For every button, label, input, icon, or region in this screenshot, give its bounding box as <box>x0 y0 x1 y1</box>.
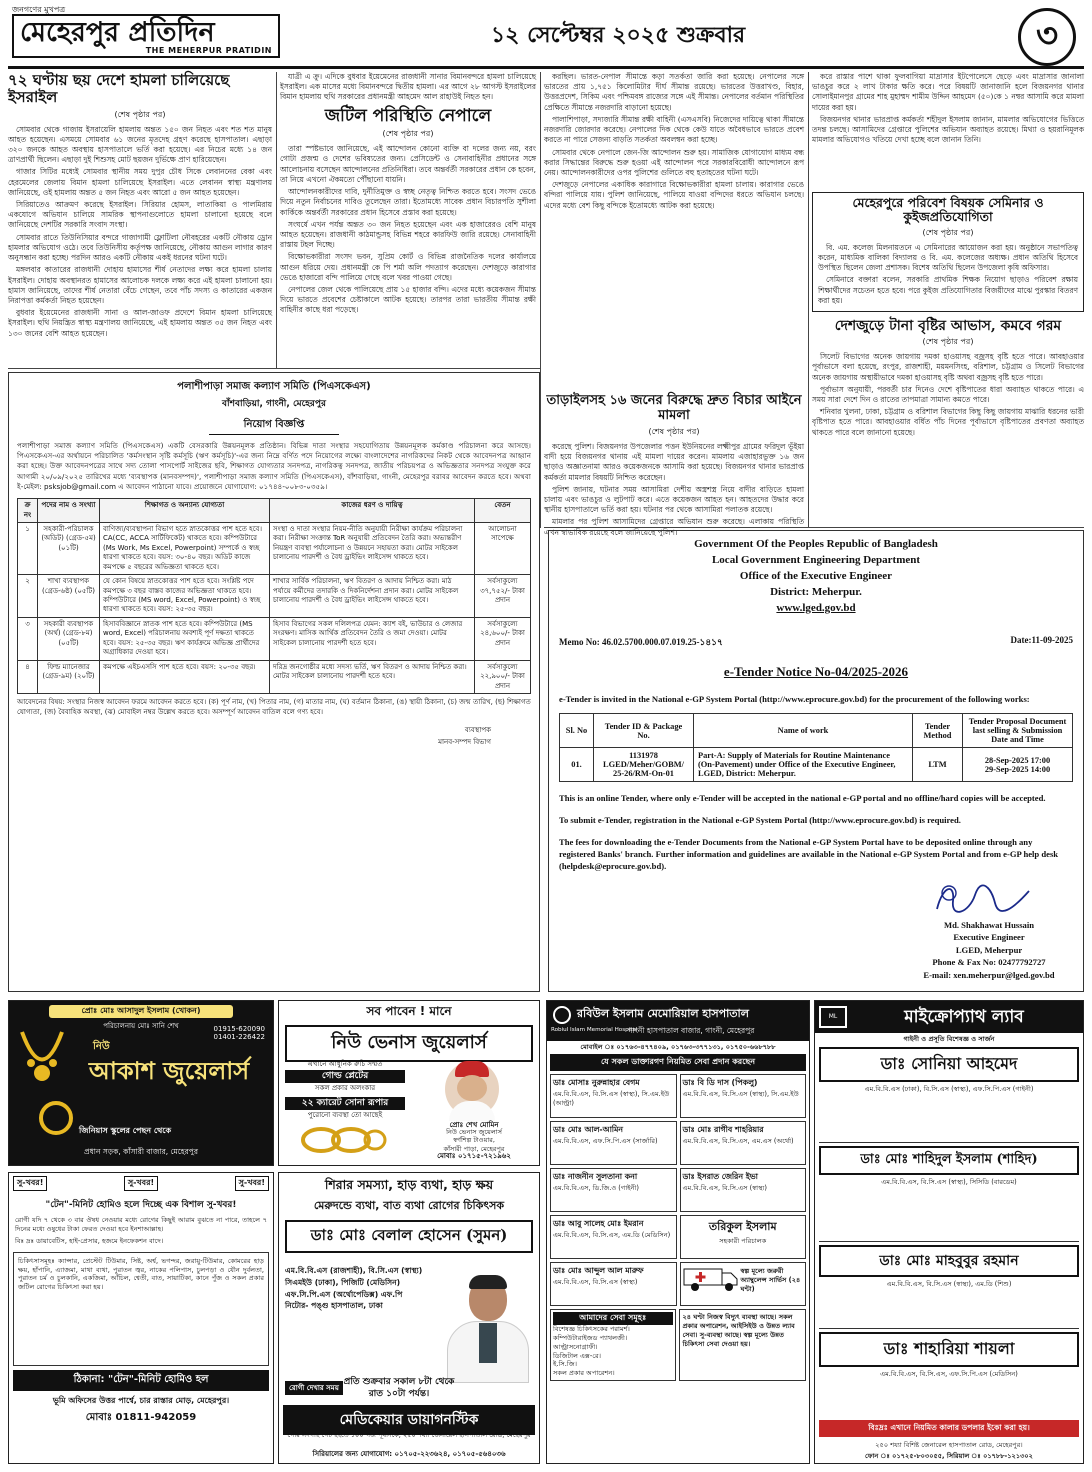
article-nepal <box>280 72 536 366</box>
table-header: শিক্ষাগত ও অন্যান্য যোগ্যতা <box>100 499 270 523</box>
notice-address: বাঁশবাড়িয়া, গাংনী, মেহেরপুর <box>222 399 326 409</box>
doctor-card <box>680 1121 807 1165</box>
service-item: আল্ট্রাসনোগ্রাফী। <box>553 1342 598 1351</box>
service-item: সকল প্রকার অপারেশন। <box>553 1369 615 1378</box>
table-row <box>18 617 531 660</box>
row-number: ৩ <box>18 617 38 660</box>
tender-issuer <box>559 537 1073 617</box>
newspaper-logo <box>12 14 280 58</box>
table-header: Name of work <box>694 714 913 748</box>
article-continued-label: (শেষ পৃষ্ঠার পর) <box>114 109 166 119</box>
hospital-services <box>547 1309 809 1381</box>
signatory-title: Executive Engineer <box>953 932 1025 943</box>
lab-doctor-block <box>819 1146 1079 1242</box>
tender-intro: e-Tender is invited in the National e-GP System Portal (http://www.eprocure.gov.bd) for the procurement of the following works: <box>559 693 1030 704</box>
table-header-row <box>18 499 531 523</box>
article-headline: মেহেরপুরে পরিবেশ বিষয়ক সেমিনার ও কুইজপ্রতিযোগিতা <box>852 195 1044 225</box>
notice-body: পলাশীপাড়া সমাজ কল্যাণ সমিতি (পিএসকেএস) একটি বেসরকারি উন্নয়নমূলক প্রতিষ্ঠান। বিভিন্ন দাতা সংস্থার সহযোগিতায় উন্নয়নমূলক কর্মকাণ্ড পরিচালনা করে আসছে। পিএসকেএস-এর অর্থায়নে পরিচালিত 'কর্মসংস্থান সৃষ্টি কর্মসূচি (ঋণ কর্মসূচি)'-এর জন্য নিম্নে বর্ণিত পদে নিয়োগের লক্ষ্যে বাংলাদেশের নাগরিকদের নিকট থেকে আবেদনপত্র আহ্বান করা হচ্ছে। উক্ত আবেদনপত্রের সাথে সদ্য তোলা পাসপোর্ট সাইজের ছবি, শিক্ষাগত যোগ্যতার সনদপত্র, নাগরিকত্ব সনদপত্র, জাতীয় পরিচয়পত্র ও অভিজ্ঞতার সনদপত্র সংযুক্ত করে আগামী ২০/০৯/২০২৫ তারিখের মধ্যে 'ব্যবস্থাপক (মানবসম্পদ)', পলাশীপাড়া সমাজ কল্যাণ সমিতি (পিএসকেএস), বাঁশবাড়িয়া, গাংনী, মেহেরপুর বরাবর আবেদন করতে হবে। অথবা ই-মেইল: psksjob@gmail.com এ আবেদন পাঠানো যাবে। প্রয়োজনে যোগাযোগ: ০১৭৪৪-০০৮৩-০৩৫৯। <box>17 441 531 491</box>
tender-work-name: Part-A: Supply of Materials for Routine Maintenance (On-Pavement) under Office of the Executive Engineer, LGED, District: Meherpur. <box>694 748 913 782</box>
section-divider <box>8 368 540 369</box>
post-salary: সর্বসাকুল্যে ৩৭,৭৫২/- টাকা প্রদান <box>475 575 531 618</box>
doctor-photo-avatar <box>443 1273 533 1383</box>
table-row <box>18 660 531 693</box>
notice-signature: ব্যবস্থাপক মানব-সম্পদ বিভাগ <box>438 725 491 746</box>
doctor-degrees: এম.বি.বি.এস, বি.সি.এস (স্বাস্থ্য), সি.এম.ইউ <box>682 1089 799 1098</box>
director-title: সহকারী পরিচালক <box>719 1236 767 1245</box>
doctor-degrees: এম.বি.বি.এস, বি.সি.এস, এম.ডি (মেডিসিন) <box>553 1230 671 1239</box>
emergency-note: ২৪ ঘণ্টা নিজস্ব বিদ্যুৎ ব্যবস্থা আছে। সকল প্রকার অপারেশন, আইসিইউ ও উন্নত ল্যাব সেবা। সু-ব্যবস্থা আছে। স্বল্প মূল্যে উন্নত চিকিৎসা সেবা দেওয়া হয়। <box>679 1309 807 1381</box>
table-row <box>18 522 531 574</box>
notice-footer: আবেদনের বিষয়: সংস্থার নিজস্ব আবেদন ফরমে আবেদন করতে হবে। (ক) পূর্ণ নাম, (খ) পিতার নাম, (গ) মাতার নাম, (ঘ) বর্তমান ঠিকানা, (ঙ) স্থায়ী ঠিকানা, (চ) জন্ম তারিখ, (ছ) শিক্ষাগত যোগ্যতা, (জ) বৈবাহিক অবস্থা, (ঝ) মোবাইল নম্বর উল্লেখ করতে হবে। অসম্পূর্ণ আবেদন বাতিল বলে গণ্য হবে। <box>17 697 531 716</box>
ad-offer-line: ২২ ক্যারেট সোনা রূপার <box>285 1097 405 1111</box>
ad-address-1: জিনিয়াস স্কুলের পেছন থেকে <box>79 1126 172 1135</box>
table-header: Sl. No <box>560 714 594 748</box>
ad-phone: মোবাঃ 01811-942059 <box>85 1411 197 1423</box>
article-headline: তাড়াইলসহ ১৬ জনের বিরুদ্ধে দ্রুত বিচার আইনে মামলা <box>546 393 802 423</box>
lab-specialty: গাইনী ও প্রসূতি বিশেষজ্ঞ ও সার্জন <box>903 1035 995 1043</box>
article-paragraph: দেশজুড়ে নেপালের একাধিক কারাগারে বিক্ষোভকারীরা হামলা চালায়। কারাগার ভেঙে বন্দিরা পালিয়ে যায়। পুলিশ জানিয়েছে, পালিয়ে যাওয়া বন্দিদের ধরতে অভিযান চলছে। এদের মধ্যে বেশ কিছু বন্দিকে ইতোমধ্যে আটক করা হয়েছে। <box>544 180 804 210</box>
column-divider <box>540 72 541 528</box>
tender-id: 1131978 LGED/Meher/GOBM/ 25-26/RM-On-01 <box>594 748 694 782</box>
article-paragraph: করছিল। ভারত-নেপাল সীমান্তে কড়া সতর্কতা জারি করা হয়েছে। নেপালের সঙ্গে ভারতের প্রায় ১,৭৫১ কিলোমিটার দীর্ঘ সীমান্ত রয়েছে। ভারতের উত্তরাখণ্ড, বিহার, উত্তরপ্রদেশ, সিকিম এবং পশ্চিমবঙ্গ রাজ্যের সঙ্গে এই সীমান্ত। নেপালের বর্তমান পরিস্থিতির প্রেক্ষিতে সীমান্তে নজরদারি বাড়ানো হয়েছে। <box>544 72 804 112</box>
post-salary: সর্বসাকুল্যে ২২,৯০০/- টাকা প্রদান <box>475 660 531 693</box>
column-divider <box>276 72 277 368</box>
hospital-logo-icon <box>553 1006 571 1024</box>
services-title: আমাদের সেবা সমূহঃ <box>553 1312 673 1325</box>
article-paragraph: বিক্ষোভকারীরা সংসদ ভবন, সুপ্রিম কোর্ট ও বিভিন্ন রাজনৈতিক দলের কার্যালয়ে আগুন ধরিয়ে দেয়। প্রধানমন্ত্রী কে পি শর্মা অলি পদত্যাগ করেছেন। দেশজুড়ে কারাগার ভেঙে হাজারো বন্দি পালিয়ে গেছে বলে খবর পাওয়া গেছে। <box>280 252 536 282</box>
signatory-office: LGED, Meherpur <box>955 944 1023 955</box>
post-duty: দরিদ্র জনগোষ্ঠীর মধ্যে সদস্য ভর্তি, ঋণ বিতরণ ও আদায় নিশ্চিত করা। মোটর সাইকেল চালানোয় পারদর্শী হতে হবে। <box>270 660 475 693</box>
article-paragraph: করে রাস্তার পাশে থাকা ফুলবাগিয়া মাদ্রাসার ইটপোলেসে ছেড়ে এবং মাদ্রাসার জানালা ভাঙচুর করে ২ লাখ টাকার ক্ষতি করে। পরে বিষয়টি জানাজানি হলে বিজয়নগর থানার সোলাইমানপুর গ্রামের শাহ মুহাম্মদ শামীম উদ্দিন আহমেদ (৫০)কে ১ নম্বর আসামি করে মামলা দায়ের করা হয়। <box>812 72 1084 112</box>
row-number: ২ <box>18 575 38 618</box>
diagnostic-address: গৌর ঈদগাহ গেট হইতে ১০০ গজ পূর্বদিকে, ২৫০ শয্যা জেনারেল হাসপাতাল রোড, মেহেরপুর <box>287 1431 531 1439</box>
ad-manager: পরিচালনায় মোঃ সানি শেখ <box>103 1022 179 1030</box>
post-name: সহকারী ব্যবস্থাপক (অর্থ) (গ্রেড-৮ম) (০৫টি) <box>38 617 100 660</box>
lab-name: মাইক্রোপ্যাথ ল্যাব <box>904 1007 1024 1027</box>
ad-top-line: মেরুদন্ডে ব্যথা, বাত ব্যথা রোগের চিকিৎসক <box>313 1199 505 1212</box>
ad-tag: নিউ <box>93 1041 110 1052</box>
ad-news-label: সু-খবর! <box>124 1176 158 1191</box>
doctor-degrees: এম.বি.বি.এস, এফ.সি.পি.এস (সার্জারি) <box>553 1136 658 1145</box>
article-headline: ৭২ ঘণ্টায় ছয় দেশে হামলা চালিয়েছে ইসরাইল <box>8 71 230 107</box>
ad-micropath-lab <box>814 1000 1084 1464</box>
ad-news-label: সু-খবর! <box>13 1176 47 1191</box>
doctor-name: ডাঃ ইসরাত জেরিন ইভা <box>682 1171 758 1181</box>
page-number: ৩ <box>1018 8 1076 66</box>
doctor-degrees: এম.বি.বি.এস, বি.সি.এস, এফ.সি.পি.এস (মেডিসিন) <box>880 1369 1018 1378</box>
tender-title: e-Tender Notice No-04/2025-2026 <box>723 663 909 679</box>
ad-top-line: সব পাবেন ! মানে <box>366 1004 452 1018</box>
doctor-name: ডাঃ মোঃ মাহবুবুর রহমান <box>819 1245 1079 1277</box>
tender-memo-row <box>559 635 1073 650</box>
ad-news-label: সু-খবর! <box>235 1176 269 1191</box>
tender-submission-date: 29-Sep-2025 14:00 <box>984 764 1051 774</box>
ad-news-row <box>9 1173 273 1191</box>
article-paragraph: সংঘর্ষে এখন পর্যন্ত অন্তত ৩০ জন নিহত হয়েছেন এবং এক হাজারেরও বেশি মানুষ আহত হয়েছেন। রাজধানী কাঠমান্ডুসহ বিভিন্ন শহরে কারফিউ জারি রয়েছে। সেনাবাহিনী রাস্তায় টহল দিচ্ছে। <box>280 219 536 250</box>
article-madrasa <box>812 72 1084 190</box>
ambulance-icon <box>683 1265 739 1293</box>
table-header: পদের নাম ও সংখ্যা <box>38 499 100 523</box>
hospital-doctors-banner: যে সকল ডাক্তারগণ নিয়মিত সেবা প্রদান করছেন <box>550 1054 806 1071</box>
signatory-phone: Phone & Fax No: 02477792727 <box>932 957 1046 968</box>
ad-ten-minute-homeo <box>8 1172 274 1464</box>
doctor-card <box>550 1215 677 1259</box>
article-paragraph: পুলিশ জানায়, ঘটনার সময় আসামিরা দেশীয় অস্ত্রশস্ত্র নিয়ে বাদীর বাড়িতে হামলা চালায় এবং ভাঙচুর ও লুটপাট করে। এতে কয়েকজন আহত হন। আহতদের উদ্ধার করে স্থানীয় হাসপাতালে ভর্তি করা হয়। ঘটনার পর থেকে আসামিরা পলাতক রয়েছে। <box>544 484 804 515</box>
article-paragraph: বুধবার ইয়েমেনের রাজধানী সানা ও আল-জাওফ প্রদেশে বিমান হামলা চালিয়েছে ইসরাইল। হুথি নিয়ন্ত্রিত স্বাস্থ্য মন্ত্রণালয় জানিয়েছে, এই হামলায় অন্তত ৩৫ জন নিহত এবং ১৩০ জনের বেশি আহত হয়েছেন। <box>8 308 272 338</box>
tender-memo-number: Memo No: 46.02.5700.000.07.019.25-১৪১৭ <box>559 636 723 647</box>
doctor-degrees: এম.বি.বি.এস (রাজশাহী), বি.সি.এস (স্বাস্থ্য) সিএমইউ (ঢাকা), পিজিটি (মেডিসিন) এফ.সি.পি.এস (অর্থোপেডিক্স) এফ.পি নিটোর- পঙ্গু হাসপাতাল, ঢাকা <box>285 1266 423 1311</box>
notice-table <box>17 498 531 694</box>
hospital-header <box>547 1001 809 1041</box>
doctor-degrees: এম.বি.বি.এস, বি.সি.এস (স্বাস্থ্য), সিসিডি (বারডেম) <box>881 1177 1017 1186</box>
signatory-email[interactable]: E-mail: xen.meherpur@lged.gov.bd <box>923 969 1055 980</box>
ad-dr-belal-hossain <box>278 1172 540 1464</box>
doctor-name: ডাঃ সোনিয়া আহমেদ <box>819 1047 1079 1082</box>
doctor-degrees: এম.বি.বি.এস, ডি.জি.ও (গাইনী) <box>553 1183 639 1192</box>
diagnostic-center-name: মেডিকেয়ার ডায়াগনস্টিক <box>283 1405 535 1435</box>
ad-new-venus-jewellers <box>278 1000 540 1166</box>
service-item: ই.সি.জি। <box>553 1360 578 1369</box>
doctor-name: ডাঃ আবু সালেহ মোঃ ইমরান <box>553 1218 644 1228</box>
lab-doctor-block <box>819 1245 1079 1329</box>
article-paragraph: নেপালের জেল থেকে পালিয়েছে প্রায় ১৫ হাজার বন্দি। এদের মধ্যে কয়েকজন সীমান্ত দিয়ে ভারতে প্রবেশের চেষ্টাকালে আটক হয়েছে। তারপর তারা ভারতীয় সীমান্ত রক্ষী বাহিনীর কাছে ধরা পড়েছে। <box>280 285 536 315</box>
doctor-name: ডাঃ শাহারিয়া শায়লা <box>819 1332 1079 1367</box>
ad-phone: মোবাঃ ০১৭১৫-৭২১৯৬২ <box>437 1152 511 1160</box>
necklace-icon <box>17 1027 67 1097</box>
service-item: ডিজিটাল এক্স-রে। <box>553 1351 601 1360</box>
tender-selling-date: 28-Sep-2025 17:00 <box>984 755 1051 765</box>
doctor-name: ডাঃ নাজনীন সুলতানা কনা <box>553 1171 638 1181</box>
hospital-english-name: Robiul Islam Memorial Hospital <box>551 1027 638 1033</box>
table-header: কাজের ধরণ ও দায়িত্ব <box>270 499 475 523</box>
ad-offer-line: সকল প্রকার অলংকার <box>314 1084 376 1092</box>
doctor-name: ডাঃ বি ডি দাস (পিকলু) <box>682 1077 758 1087</box>
ad-offer-line: গোল্ড প্লেটের <box>285 1070 405 1084</box>
diagnostic-phone: সিরিয়ালের জন্য যোগাযোগ: ০১৭০৫-২২৩৬২৪, ০১৭০৫-৫৬৪০৩৬ <box>312 1450 506 1458</box>
notice-title: নিয়োগ বিজ্ঞপ্তি <box>209 417 339 435</box>
ad-akash-jewellers <box>8 1000 274 1166</box>
lab-logo-icon: ML <box>819 1006 847 1028</box>
director-card <box>680 1215 807 1259</box>
services-box <box>550 1309 676 1381</box>
table-header: ক্র নং <box>18 499 38 523</box>
ad-robiul-islam-hospital <box>546 1000 810 1464</box>
lab-address: ২৫০ শয্যা বিশিষ্ট জেনারেল হাসপাতাল রোড, মেহেরপুর। <box>875 1441 1023 1450</box>
section-divider <box>544 527 1084 528</box>
article-body <box>812 72 1084 146</box>
article-paragraph: সোমবার রাতে তিউনিসিয়ার বন্দরে গাজাগামী ফ্লোটিলা নৌবহরের একটি নৌকায় ড্রোন হামলার অভিযোগ ওঠে। তবে তিউনিসীয় কর্তৃপক্ষ জানিয়েছে, নৌকায় আগুন লাগার কারণ অনুসন্ধান করা হচ্ছে। পরদিন আরও একটি নৌকায় একই ধরনের ঘটনা ঘটে। <box>8 232 272 263</box>
service-item: বিশেষজ্ঞ চিকিৎসকের পরামর্শ। <box>553 1324 630 1333</box>
masthead-rule <box>8 66 1084 69</box>
post-duty: শাখার সার্বিক পরিচালনা, ঋণ বিতরণ ও আদায় নিশ্চিত করা। মাঠ পর্যায়ে কর্মীদের তদারকি ও দিকনির্দেশনা প্রদান করা। মোটর সাইকেল চালানোয় পারদর্শী ও বৈধ ড্রাইভিং লাইসেন্স থাকতে হবে। <box>270 575 475 618</box>
article-headline: দেশজুড়ে টানা বৃষ্টির আভাস, কমবে গরম <box>834 318 1062 334</box>
table-header: বেতন <box>475 499 531 523</box>
article-tangail-case <box>544 393 804 537</box>
article-paragraph: সোমবার থেকে নেপালে জেন-জি আন্দোলন শুরু হয়। সামাজিক যোগাযোগ মাধ্যম বন্ধ করার সিদ্ধান্তের বিরুদ্ধে শুরু হওয়া এই আন্দোলন পরে সরকারবিরোধী আন্দোলনে রূপ নেয়। আন্দোলনকারীদের ওপর পুলিশের গুলিতে বহু হতাহতের ঘটনা ঘটে। <box>544 147 804 177</box>
lab-phone: ফোন ঃ ০১৭২৫-৮০৩০৫৫, সিরিয়াল ঃ ০১৭৮৮-১২১৩০২ <box>865 1452 1033 1461</box>
article-paragraph: সেমিনারে বক্তারা বলেন, সরকারি প্রাথমিক শিক্ষক নিয়োগ ছাড়াও পরিবেশ রক্ষায় শিক্ষার্থীদের সচেতন হতে হবে। পরে কুইজ প্রতিযোগিতার বিজয়ীদের মাঝে পুরস্কার বিতরণ করা হয়। <box>818 275 1078 305</box>
ad-owner: প্রোঃ মোঃ আসাদুল ইসলাম (খোকন) <box>49 1005 233 1018</box>
article-continued-label: (শেষ পৃষ্ঠার পর) <box>922 227 974 237</box>
consult-time-label: রোগী দেখার সময় <box>285 1381 343 1395</box>
hospital-phones: মোবাইল ঃ ০১৭৬৩-৪৭৭৪০৯, ০১৭৬৩-৩৭৭১৩১, ০১৭৫০-৬৬৮৭৮৮ <box>580 1043 776 1051</box>
article-headline: জটিল পরিস্থিতি নেপালে <box>324 105 492 126</box>
article-paragraph: পূর্বাভাস অনুযায়ী, পরবর্তী চার দিনেও দেশে বৃষ্টিপাতের ধারা অব্যাহত থাকতে পারে। এ সময় সারা দেশে দিন ও রাতের তাপমাত্রা সামান্য কমতে পারে। <box>812 384 1084 404</box>
post-qualification: হিসাববিজ্ঞানে স্নাতক পাশ হতে হবে। কম্পিউটারে (MS word, Excel) পরিচালনায় অবশ্যই পূর্ণ দক্ষতা থাকতে হবে। বয়স: ২৫-৩৫ বছর। ঋণ কার্যক্রমে অভিজ্ঞ প্রার্থীদের অগ্রাধিকার দেওয়া হবে। <box>100 617 270 660</box>
tender-serial: 01. <box>560 748 594 782</box>
table-header: Tender ID & Package No. <box>594 714 694 748</box>
ad-address: ভূমি অফিসের উত্তর পার্শ্বে, চার রাস্তার মোড়, মেহেরপুর। <box>52 1395 230 1405</box>
masthead-slogan: জনগণের মুখপত্র <box>12 5 66 14</box>
tender-method: LTM <box>913 748 963 782</box>
post-salary: আলোচনা সাপেক্ষে <box>475 522 531 574</box>
notice-organization: পলাশীপাড়া সমাজ কল্যাণ সমিতি (পিএসকেএস) <box>177 381 371 392</box>
ad-offer-line: পুরোনো ব্যবস্থা তো আছেই <box>307 1111 383 1119</box>
ad-address-label: ঠিকানা: "টেন"-মিনিট হোমিও হল <box>13 1370 269 1391</box>
tender-date: Date:11-09-2025 <box>1010 634 1073 645</box>
article-paragraph: তারা স্পষ্টভাবে জানিয়েছে, এই আন্দোলন কোনো ব্যক্তি বা দলের জন্য নয়, বরং গোটা প্রজন্ম ও দেশের ভবিষ্যতের জন্য। প্রেসিডেন্ট ও সেনাবাহিনীর প্রধানের সঙ্গে আলোচনায় বসেছেন আন্দোলনের প্রতিনিধিরা। তবে অন্তর্বর্তী সরকারের প্রধান কে হবেন, তা নিয়ে এখনো ঐকমত্যে পৌঁছানো যায়নি। <box>280 144 536 184</box>
column-divider <box>808 72 809 528</box>
tender-issuer-line: District: Meherpur. <box>770 585 862 598</box>
article-paragraph: পালাশিপাড়া, সদ্যজারি সীমান্ত রক্ষী বাহিনী (এসএসবি) নিজেদের দায়িত্বে থাকা সীমান্তে নজরদারি জোরদার করেছে। নেপালের দিক থেকে কেউ যাতে অবৈধভাবে ভারতে প্রবেশ করতে না পারে সেজন্য বাড়তি সতর্কতা অবলম্বন করা হচ্ছে। <box>544 114 804 145</box>
post-name: ফিল্ড ম্যানেজার (গ্রেড-৯ম) (২০টি) <box>38 660 100 693</box>
lab-doctor-block <box>819 1047 1079 1143</box>
article-body-top <box>280 72 536 103</box>
post-qualification: যে কোন বিষয়ে স্নাতকোত্তর পাশ হতে হবে। সংশ্লিষ্ট পদে কমপক্ষে ৩ বছর বাস্তব কাজের অভিজ্ঞতা থাকতে হবে। কম্পিউটারে (MS word, Excel, Powerpoint) ও স্বচ্ছ ধারণা থাকতে হবে। বয়স: ২৫-৩৫ বছর। <box>100 575 270 618</box>
article-continued-label: (শেষ পৃষ্ঠার পর) <box>382 129 434 139</box>
doctor-name: ডাঃ মোঃ আল-আমিন <box>553 1124 623 1134</box>
masthead <box>8 4 1084 66</box>
article-body <box>8 125 272 339</box>
tender-issuer-line: Office of the Executive Engineer <box>739 569 893 582</box>
ad-headline: "টেন"-মিনিট হোমিও হলে দিচ্ছে এক বিশাল সু-খবর! <box>45 1200 237 1210</box>
post-qualification: কমপক্ষে এইচএসসি পাশ হতে হবে। বয়স: ২০-৩৫ বছর। <box>100 660 270 693</box>
article-paragraph: বি. এম. কলেজ মিলনায়তনে এ সেমিনারের আয়োজন করা হয়। অনুষ্ঠানে সভাপতিত্ব করেন, মাধ্যমিক বালিকা বিদ্যালয় ও বি. এম. কলেজের অধ্যক্ষ। প্রধান অতিথি হিসেবে উপস্থিত ছিলেন জেলা প্রশাসক। বিশেষ অতিথি ছিলেন উপজেলা কৃষি অফিসার। <box>818 242 1078 273</box>
article-paragraph: গাজার সিটির মধ্যেই সোমবার স্থানীয় সময় দুপুর চৌধ সিকে লেবাননের বেকা এবং হেরমেলের জেলায় বিমান হামলা চালিয়েছে ইসরাইল। এতে লেবানন স্বাস্থ্য মন্ত্রণালয় জানিয়েছে, ওই হামলায় অন্তত ৫ জন নিহত এবং আরো ৫ জন আহত হয়েছেন। <box>8 167 272 197</box>
article-paragraph: মামলার পর পুলিশ আসামিদের গ্রেপ্তারে অভিযান শুরু করেছে। এলাকায় পরিস্থিতি এখন স্বাভাবিক রয়েছে বলে জানিয়েছে পুলিশ। <box>544 517 804 537</box>
ad-phones: 01915-620090 01401-226422 <box>213 1025 265 1041</box>
doctor-card <box>680 1168 807 1212</box>
article-paragraph: করেছে পুলিশ। বিজয়নগর উপজেলার পত্তন ইউনিয়নের লক্ষ্মীপুর গ্রামের ফরিদুল ভূঁইয়া বাদী হয়ে বিজয়নগর থানায় এই মামলা দায়ের করেন। মামলায় এজাহারভুক্ত ১৬ জন ছাড়াও অজ্ঞাতনামা আরও কয়েকজনকে আসামি করা হয়েছে। বিজয়নগর থানার ভারপ্রাপ্ত কর্মকর্তা মামলার বিষয়টি নিশ্চিত করেছেন। <box>544 441 804 482</box>
gold-bangles-icon <box>299 1125 389 1155</box>
doctor-name: ডাঃ মোঃ শাহিদুল ইসলাম (শাহিদ) <box>819 1146 1079 1175</box>
ad-proprietor: প্রোঃ শেখ মোমিন <box>449 1121 499 1129</box>
table-header: Tender Method <box>913 714 963 748</box>
ad-offer-list <box>285 1059 405 1121</box>
table-header: Tender Proposal Document last selling & Submission Date and Time <box>963 714 1073 748</box>
doctor-card <box>680 1074 807 1118</box>
ornament-ring-icon <box>39 1101 73 1135</box>
tender-paragraph: This is an online Tender, where only e-Tender will be accepted in the national e-GP portal and no offline/hard copies will be accepted. <box>559 793 1046 804</box>
newspaper-name: মেহেরপুর প্রতিদিন <box>20 17 215 48</box>
article-nepal-border <box>544 72 804 390</box>
tender-signature-block <box>909 879 1069 981</box>
tender-paragraph: To submit e-Tender, registration in the National e-GP System Portal (http://www.eprocure.gov.bd) is required. <box>559 815 961 826</box>
tender-paragraph: The fees for downloading the e-Tender Documents from the National e-GP System Portal have to be deposited online through any registered Banks' branch. Further information and guidelines are available in the National e-GP System Portal and from e-GP help desk (helpdesk@eprocure.gov.bd). <box>559 837 1059 872</box>
article-body <box>544 72 804 211</box>
post-duty: হিসাব বিভাগের সকল দলিলপত্র যেমন: ক্যাশ বই, ভাউচার ও লেজার সংরক্ষণ। মাসিক আর্থিক প্রতিবেদন তৈরি ও জমা দেওয়া। মোটর সাইকেল চালানোয় পারদর্শী হতে হবে। <box>270 617 475 660</box>
ad-address-2: প্রধান সড়ক, কাঁসারী বাজার, মেহেরপুর <box>84 1147 198 1156</box>
article-body <box>280 144 536 316</box>
etender-notice <box>548 530 1084 992</box>
signature-scribble-icon <box>929 879 1039 919</box>
director-name: তরিকুল ইসলাম <box>708 1219 777 1233</box>
article-body <box>544 442 804 538</box>
table-header-row <box>560 714 1073 748</box>
table-row <box>18 575 531 618</box>
post-duty: সংস্থা ও দাতা সংস্থার নিয়ম-নীতি অনুযায়ী নিরীক্ষা কার্যক্রম পরিচালনা করা। নিরীক্ষা সংক্রান্ত ToR অনুযায়ী প্রতিবেদন তৈরি করা। অভ্যন্তরীণ নিয়ন্ত্রণ ব্যবস্থা পর্যালোচনা ও উন্নয়নে সহায়তা করা। মোটর সাইকেল চালানোয় পারদর্শী ও বৈধ ড্রাইভিং লাইসেন্স থাকতে হবে। <box>270 522 475 574</box>
article-paragraph: মঙ্গলবার কাতারের রাজধানী দোহায় হামাসের শীর্ষ নেতাদের লক্ষ্য করে হামলা চালায় ইসরাইল। দোহায় অবস্থানরত হামাসের আলোচক দলকে লক্ষ্য করে এই হামলা চালানো হয়। হামাস জানিয়েছে, তাদের শীর্ষ নেতারা বেঁচে গেছেন, তবে পাঁচ সদস্য ও কাতারের একজন নিরাপত্তা কর্মকর্তা নিহত হয়েছেন। <box>8 265 272 305</box>
tender-deadline <box>963 748 1073 782</box>
doctor-degrees: এম.বি.বি.এস, বি.সি.এস (স্বাস্থ্য) <box>553 1277 638 1286</box>
post-name: সহকারী-পরিচালক (অডিট) (গ্রেড-৫ম) (০১টি) <box>38 522 100 574</box>
article-paragraph: আন্দোলনকারীদের দাবি, দুর্নীতিমুক্ত ও স্বচ্ছ নেতৃত্ব নিশ্চিত করতে হবে। সংসদ ভেঙে দিয়ে নতুন নির্বাচনের দাবিও তুলেছেন তারা। ইতোমধ্যে সাবেক প্রধান বিচারপতি সুশীলা কার্কিকে অন্তর্বর্তী সরকারের প্রধান হিসেবে প্রস্তাব করা হয়েছে। <box>280 187 536 217</box>
ad-shop-name: আকাশ জুয়েলার্স <box>88 1056 250 1085</box>
ad-shop-name: নিউ ভেনাস জুয়েলার্স <box>285 1025 533 1062</box>
ad-treatment-list: চিকিৎসাসমূহঃ ক্যান্সার, প্রেস্টেট টিউমার, সিষ্ট, অর্শ্ব, ভগন্দর, জরায়ু-টিউমার, কোমরের হাড় ক্ষয়, হাঁপানি, এ্যাজমা, মাথা ব্যথা, পুরাতন জ্বর, নাকের পলিপাস, চুলপড়া ও যৌন দুর্বলতা, পুরাতন চর্ম ও চুলকানি, একজিমা, আঁচিল, শ্বেতী, বাত, সায়াটিকা, কানে পুঁজ ও সকল প্রকার জটিল রোগের চিকিৎসা করা হয়। <box>13 1252 269 1366</box>
ambulance-card <box>680 1262 807 1306</box>
ad-address: নিউ ভেনাস জুয়েলার্স স্বর্ণশিল্প টাওয়ার, কাঁসারী পাড়া, মেহেরপুর <box>443 1128 505 1153</box>
doctor-card <box>550 1121 677 1165</box>
post-qualification: বাণিজ্য/ব্যবস্থাপনা বিভাগ হতে স্নাতকোত্তর পাশ হতে হবে। CA(CC, ACCA সার্টিফিকেট) থাকতে হবে। কম্পিউটারে (Ms Work, Ms Excel, Powerpoint) সম্পর্কে ও স্বচ্ছ ধারণা থাকতে হবে। বয়স: ৩০-৪০ বছর। অডিট কাজে কমপক্ষে ৫ বছরের অভিজ্ঞতা থাকতে হবে। <box>100 522 270 574</box>
tender-website-link[interactable]: www.lged.gov.bd <box>776 601 856 614</box>
article-paragraph: সিলেট বিভাগের অনেক জায়গায় দমকা হাওয়াসহ বজ্রসহ বৃষ্টি হতে পারে। আবহাওয়ার পূর্বাভাসে বলা হয়েছে, রংপুর, রাজশাহী, ময়মনসিংহ, বরিশাল, চট্টগ্রাম ও সিলেট বিভাগের অনেক জায়গায় অস্থায়ীভাবে দমকা হাওয়াসহ বৃষ্টি অথবা বজ্রসহ বৃষ্টি হতে পারে। <box>812 352 1084 382</box>
handwritten-signature <box>909 879 1069 919</box>
doctor-degrees: এম.বি.বি.এস, বি.সি.এস (স্বাস্থ্য), এম.ডি (শিশু) <box>886 1279 1012 1288</box>
post-name: শাখা ব্যবস্থাপক (গ্রেড-৬ষ্ঠ) (০৫টি) <box>38 575 100 618</box>
article-continued-label: (শেষ পৃষ্ঠার পর) <box>922 337 974 347</box>
service-item: কম্পিউটারাইজড প্যাথলজী। <box>553 1333 628 1342</box>
doctor-name: ডাঃ মোঃ বেলাল হোসেন (সুমন) <box>285 1220 533 1253</box>
table-row <box>560 748 1073 782</box>
lab-header <box>815 1001 1083 1033</box>
doctor-degrees: এম.বি.বি.এস, বি.সি.এস (স্বাস্থ্য), সি.এম.ইউ (আল্ট্রা) <box>553 1089 670 1107</box>
article-paragraph: সোমবার থেকে গাজায় ইসরায়েলি হামলায় অন্তত ১৫০ জন নিহত এবং শত শত মানুষ আহত হয়েছেন। এসময়ে সোমবার ৬১ জনের মৃতদেহ গ্রহণ করেছে হাসপাতাল। এছাড়া ৩২০ জনকে আহত অবস্থায় হাসপাতালে ভর্তি করা হয়েছে। এর নিচের মধ্যে ১৪ জন ত্রাণপ্রার্থী ছিলেন। এছাড়া দুই শিশুসহ মোট ছয়জন দুর্ভিক্ষে প্রাণ হারিয়েছেন। <box>8 124 272 165</box>
doctor-degrees: এম.বি.বি.এস, বি.সি.এস, এম.এস (অর্থো) <box>682 1136 794 1145</box>
tender-table <box>559 713 1073 782</box>
doctor-degrees: এম.বি.বি.এস, বি.সি.এস (স্বাস্থ্য) <box>682 1183 767 1192</box>
tender-issuer-line: Local Government Engineering Department <box>711 553 921 566</box>
article-paragraph: সিরিয়াতেও আক্রমণ করেছে ইসরাইল। সিরিয়ার হোমস, লাতাকিয়া ও পালমিরায় একযোগে অভিযান চালিয়ে সামরিক স্থাপনাগুলোতে হামলা চালানো হয়েছে বলে জানিয়েছে দেশটির সরকারি সংবাদ সংস্থা। <box>8 200 272 230</box>
ad-paragraph: বিঃ দ্রঃ ডায়াবেটিস, হাই-প্রেসার, হজমে ইনফেকশন বাদে। <box>15 1236 164 1245</box>
doctor-name: ডাঃ মোঃ রাগীব শাহরিয়ার <box>682 1124 764 1134</box>
proprietor-photo-avatar <box>445 1061 499 1117</box>
post-salary: সর্বসাকুল্যে ২৪,৬০০/- টাকা প্রদান <box>475 617 531 660</box>
consult-time: প্রতি শুক্রবার সকাল ৮টা থেকে রাত ১০টা পর্যন্ত। <box>343 1377 455 1399</box>
article-rain <box>812 318 1084 528</box>
ambulance-text: স্বল্প মূল্যে জরুরী অ্যাম্বুলেন্স সার্ভিস (২৪ ঘন্টা) <box>740 1266 801 1293</box>
hospital-doctor-grid <box>547 1071 809 1309</box>
ad-paragraph: রোগী যদি ৭ থেকে ৩ বার ঔষধ নেওয়ার মধ্যে রোগের কিছুই আরাম বুঝতে না পারে, তাহলে ৭ দিনের মধ্যে ওষুধের টাকা ফেরত দেওয়া হবে ইনশাআল্লাহ। <box>15 1216 267 1233</box>
ad-offer-line: এখানে আধুনিক রুচি সম্মত <box>307 1060 383 1068</box>
hospital-address: গাংনী হাসপাতাল বাজার, গাংনী, মেহেরপুর <box>627 1026 755 1035</box>
tender-issuer-line: Government Of the Peoples Republic of Bangladesh <box>694 538 938 550</box>
doctor-name: ডাঃ মোঃ আব্দুল আল মারুফ <box>553 1265 644 1275</box>
doctor-card <box>550 1074 677 1118</box>
article-body <box>818 243 1078 306</box>
issue-date: ১২ সেপ্টেম্বর ২০২৫ শুক্রবার <box>490 22 746 48</box>
article-seminar <box>812 192 1084 312</box>
doctor-card <box>550 1168 677 1212</box>
article-paragraph: বিজয়নগর থানার ভারপ্রাপ্ত কর্মকর্তা শহীদুল ইসলাম জানান, মামলার অভিযোগের ভিত্তিতে তদন্ত চলছে। আসামিদের গ্রেপ্তারে পুলিশের অভিযান অব্যাহত রয়েছে। মিথ্যা ও হয়রানিমূলক মামলার অভিযোগও খতিয়ে দেখা হচ্ছে বলে জানান তিনি। <box>812 114 1084 145</box>
hospital-name: রবিউল ইসলাম মেমোরিয়াল হাসপাতাল <box>577 1007 749 1020</box>
ad-top-line: শিরার সমস্যা, হাড় ব্যথা, হাড় ক্ষয় <box>324 1177 494 1192</box>
article-body <box>812 352 1084 438</box>
lab-note: বিঃদ্রঃ এখানে নিয়মিত কালার ডপলার ইকো করা হয়। <box>819 1420 1079 1437</box>
newspaper-english-name: THE MEHERPUR PRATIDIN <box>145 46 272 55</box>
lab-doctor-block <box>819 1332 1079 1402</box>
row-number: ১ <box>18 522 38 574</box>
signatory-name: Md. Shakhawat Hussain <box>943 919 1035 930</box>
doctor-name: ডাঃ মোসাঃ নুরুন্নাহার বেগম <box>553 1077 640 1087</box>
article-continued-label: (শেষ পৃষ্ঠার পর) <box>648 426 700 436</box>
recruitment-notice <box>8 372 540 992</box>
article-paragraph: শনিবার খুলনা, ঢাকা, চট্টগ্রাম ও বরিশাল বিভাগের কিছু কিছু জায়গায় মাঝারি ধরনের ভারী বৃষ্টিপাত হতে পারে। আবহাওয়ার বর্ধিত পাঁচ দিনের পূর্বাভাসে বৃষ্টিপাতের প্রবণতা অব্যাহত থাকতে পারে বলে জানানো হয়েছে। <box>812 407 1084 437</box>
article-paragraph: যাত্রী এ ক্রু। এদিকে বুধবার ইয়েমেনের রাজধানী সানার বিমানবন্দরে হামলা চালিয়েছে ইসরাইল। এক মাসের মধ্যে বিমানবন্দরে দ্বিতীয় হামলা। এর আগে ২৮ আগস্ট ইসরাইলের বিমান হামলায় হুথি সরকারের প্রধানমন্ত্রী আহমেদ আল রাহাউই নিহত হন। <box>280 72 536 102</box>
row-number: ৪ <box>18 660 38 693</box>
article-israel <box>8 72 272 366</box>
doctor-card <box>550 1262 677 1306</box>
doctor-degrees: এম.বি.বি.এস (ঢাকা), বি.সি.এস (স্বাস্থ্য), এফ.সি.পি.এস (গাইনী) <box>864 1084 1034 1093</box>
